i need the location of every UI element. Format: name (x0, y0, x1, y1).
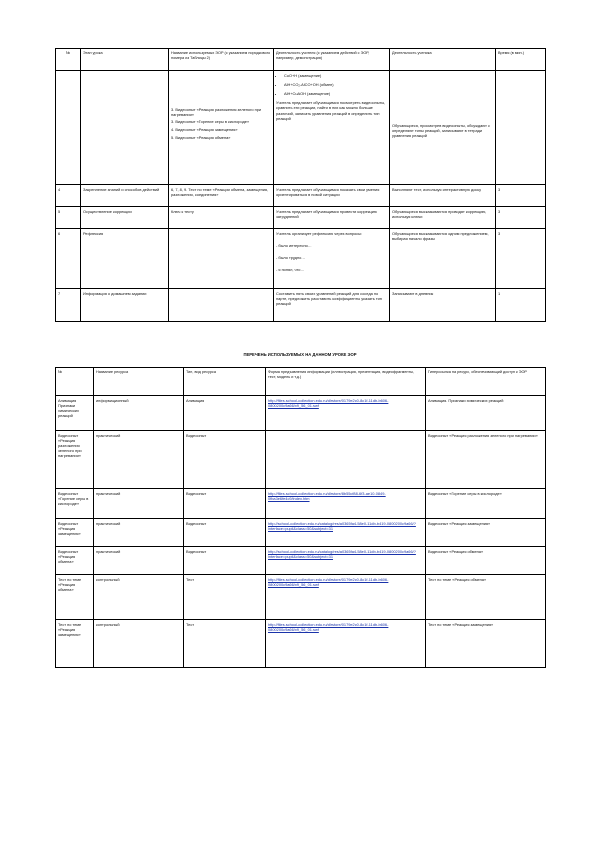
resource-kind-cell: Анимация (184, 396, 266, 431)
resource-type-cell: информационный (94, 396, 184, 431)
table-row (56, 431, 546, 489)
resource-name-cell: Видеоопыт «Горение серы в кислороде» (56, 489, 94, 519)
resource-desc-cell: Тест по теме «Реакция обмена» (426, 575, 546, 620)
resource-desc-cell: Анимация. Признаки химических реакций (426, 396, 546, 431)
resource-type-cell: контрольный (94, 575, 184, 620)
eor-item: 3. Видеоопыт «Горение серы в кислороде» (171, 119, 250, 125)
student-cell (390, 71, 496, 185)
header-cell: № (56, 368, 94, 396)
eor-cell (169, 229, 274, 289)
resource-link-cell (266, 547, 426, 575)
student-cell: Обучающиеся высказываются проводят коррекцию, используя ключи (390, 207, 496, 229)
resource-link-cell (266, 620, 426, 668)
table-row (56, 289, 546, 322)
time-cell: 3 (496, 229, 546, 289)
header-cell: Деятельность ученика (390, 49, 496, 71)
teacher-cell (274, 229, 390, 289)
number-cell: 6 (56, 229, 81, 289)
section-title: ПЕРЕЧЕНЬ ИСПОЛЬЗУЕМЫХ НА ДАННОМ УРОКЕ ЭОР (243, 352, 357, 357)
list-item: • AlH+CuAOH (замещение) (284, 91, 387, 96)
table-row (56, 547, 546, 575)
header-cell: Название используемых ЭОР (с указанием порядкового номера из Таблицы 2) (169, 49, 274, 71)
table-header-row (56, 368, 546, 396)
stage-cell: Закрепление знаний и способов действий (81, 185, 169, 207)
resource-type-cell: практический (94, 489, 184, 519)
resource-kind-cell: Видеоопыт (184, 519, 266, 547)
resource-name-cell: Видеоопыт «Реакция обмена» (56, 547, 94, 575)
table-row (56, 229, 546, 289)
student-cell: Записывают в дневник (390, 289, 496, 322)
stage-cell: Осуществление коррекции (81, 207, 169, 229)
teacher-line: - я понял, что… (276, 267, 305, 273)
lesson-plan-table (55, 48, 546, 322)
list-item: • CuO+H (замещение) (284, 73, 387, 78)
resource-name-cell: Анимация Признаки химических реакций (56, 396, 94, 431)
resource-desc-cell: Видеоопыт «Реакция разложения зеленого при нагревании» (426, 431, 546, 489)
header-cell: Название ресурса (94, 368, 184, 396)
teacher-line: - было трудно… (276, 254, 306, 260)
resource-link[interactable]: http://files.school-collection.edu.ru/dlrstore/0179e2c0-8c1f-11db-b606-0800200c9a66/x9_56_01.swf (268, 621, 389, 632)
resource-link-cell (266, 431, 426, 489)
resource-desc-cell: Видеоопыт «Горение серы в кислороде» (426, 489, 546, 519)
resource-type-cell: контрольный (94, 620, 184, 668)
eor-cell: 6, 7, 8, 9. Тест по теме «Реакции обмена, замещения, разложения, соединения» (169, 185, 274, 207)
list-item: • AlH+CO₂-AlCO+OH (обмен) (284, 82, 387, 87)
eor-cell (169, 71, 274, 185)
resource-type-cell: практический (94, 519, 184, 547)
table-row (56, 575, 546, 620)
table-row (56, 620, 546, 668)
resource-kind-cell: Видеоопыт (184, 547, 266, 575)
resource-kind-cell: Тест (184, 575, 266, 620)
resource-kind-cell: Тест (184, 620, 266, 668)
teacher-text: Учитель предлагает обучающимся посмотреть видеоопыты, сравнить эти реакции, найти в них как можно больше различий, записать уравнения реакций в определить тип реакций (276, 100, 386, 121)
stage-cell (81, 71, 169, 185)
resource-link[interactable]: http://school-collection.edu.ru/catalog/res/a0365fa4-58e0-11db-b419-0800200c9a66/?interface=pupil&class=50&subject=31 (268, 548, 416, 559)
stage-cell: Информация о домашнем задании (81, 289, 169, 322)
header-cell: Этап урока (81, 49, 169, 71)
number-cell (56, 71, 81, 185)
resource-link-cell (266, 396, 426, 431)
stage-cell: Рефлексия (81, 229, 169, 289)
table-header-row (56, 49, 546, 71)
eor-cell (169, 289, 274, 322)
eor-cell: Ключ к тесту (169, 207, 274, 229)
time-cell: 3 (496, 207, 546, 229)
resource-link[interactable]: http://school-collection.edu.ru/catalog/res/a0365fa4-58e0-11db-b419-0800200c9a66/?interface=pupil&class=50&subject=31 (268, 520, 416, 531)
resource-desc-cell: Видеоопыт «Реакция замещения» (426, 519, 546, 547)
number-cell: 7 (56, 289, 81, 322)
resource-name-cell: Видеоопыт «Реакция замещения» (56, 519, 94, 547)
resource-kind-cell: Видеоопыт (184, 431, 266, 489)
number-cell: 5 (56, 207, 81, 229)
time-cell: 3 (496, 185, 546, 207)
student-cell: Выполняют тест, используя интерактивную доску (390, 185, 496, 207)
table-row (56, 519, 546, 547)
resource-desc-cell: Видеоопыт «Реакция обмена» (426, 547, 546, 575)
header-cell: Форма предъявления информации (иллюстрация, презентация, видеофрагменты, тест, модель и т.д.) (266, 368, 426, 396)
resource-type-cell: практический (94, 431, 184, 489)
resource-link[interactable]: http://files.school-collection.edu.ru/dlrstore/0179e2c0-8c1f-11db-b606-0800200c9a66/x9_56_01.swf (268, 576, 389, 587)
resource-desc-cell: Тест по теме «Реакция замещения» (426, 620, 546, 668)
teacher-cell (274, 71, 390, 185)
table-row (56, 71, 546, 185)
time-cell: 1 (496, 289, 546, 322)
header-cell: Деятельность учителя (с указанием действий с ЭОР, например, демонстрация) (274, 49, 390, 71)
student-text: Обучающиеся, просмотрев видеоопыты, обсуждают с определяют типы реакций, записывают в тетради уравнения реакций (392, 122, 490, 138)
teacher-cell: Учитель предлагает обучающимся провести коррекцию затруднений (274, 207, 390, 229)
header-cell: Гиперссылка на ресурс, обеспечивающий доступ к ЭОР (426, 368, 546, 396)
resource-link-cell (266, 489, 426, 519)
header-cell: Время (в мин.) (496, 49, 546, 71)
eor-list-table (55, 367, 546, 668)
table-row (56, 207, 546, 229)
table-row (56, 185, 546, 207)
table-row (56, 396, 546, 431)
teacher-line: Учитель организует рефлексию через вопросы: (276, 230, 362, 236)
header-cell: Тип, вид ресурса (184, 368, 266, 396)
student-cell: Обучающиеся высказываются одним предложением, выбирая начало фразы (390, 229, 496, 289)
eor-item: 5. Видеоопыт «Реакция обмена» (171, 134, 231, 140)
resource-name-cell: Видеоопыт «Реакция разложения зеленого при нагревании» (56, 431, 94, 489)
resource-link-cell (266, 519, 426, 547)
teacher-cell: Составить пять своих уравнений реакций для соседа по парте, предложить расставить коэффициенты указать тип реакций (274, 289, 390, 322)
resource-name-cell: Тест по теме «Реакция замещения» (56, 620, 94, 668)
eor-item: 3. Видеоопыт «Реакция разложения зеленого при нагревании» (171, 106, 262, 117)
resource-name-cell: Тест по теме «Реакция обмена» (56, 575, 94, 620)
table-row (56, 489, 546, 519)
resource-link[interactable]: http://files.school-collection.edu.ru/dlrstore/8b55cf88-6f3-ae10-0849-0fba3e6fe4c9/index.htm (268, 490, 386, 501)
teacher-line: - было интересно… (276, 242, 312, 248)
resource-kind-cell: Видеоопыт (184, 489, 266, 519)
eor-item: 4. Видеоопыт «Реакция замещения» (171, 127, 238, 133)
resource-link[interactable]: http://files.school-collection.edu.ru/dlrstore/0179e2c0-8c1f-11db-b606-0800200c9a66/x9_56_01.swf (268, 397, 389, 408)
header-cell: № (56, 49, 81, 71)
resource-type-cell: практический (94, 547, 184, 575)
teacher-cell: Учитель предлагает обучающимся показать свои умения ориентироваться в новой ситуации (274, 185, 390, 207)
reaction-list (276, 73, 387, 97)
time-cell (496, 71, 546, 185)
number-cell: 4 (56, 185, 81, 207)
resource-link-cell (266, 575, 426, 620)
